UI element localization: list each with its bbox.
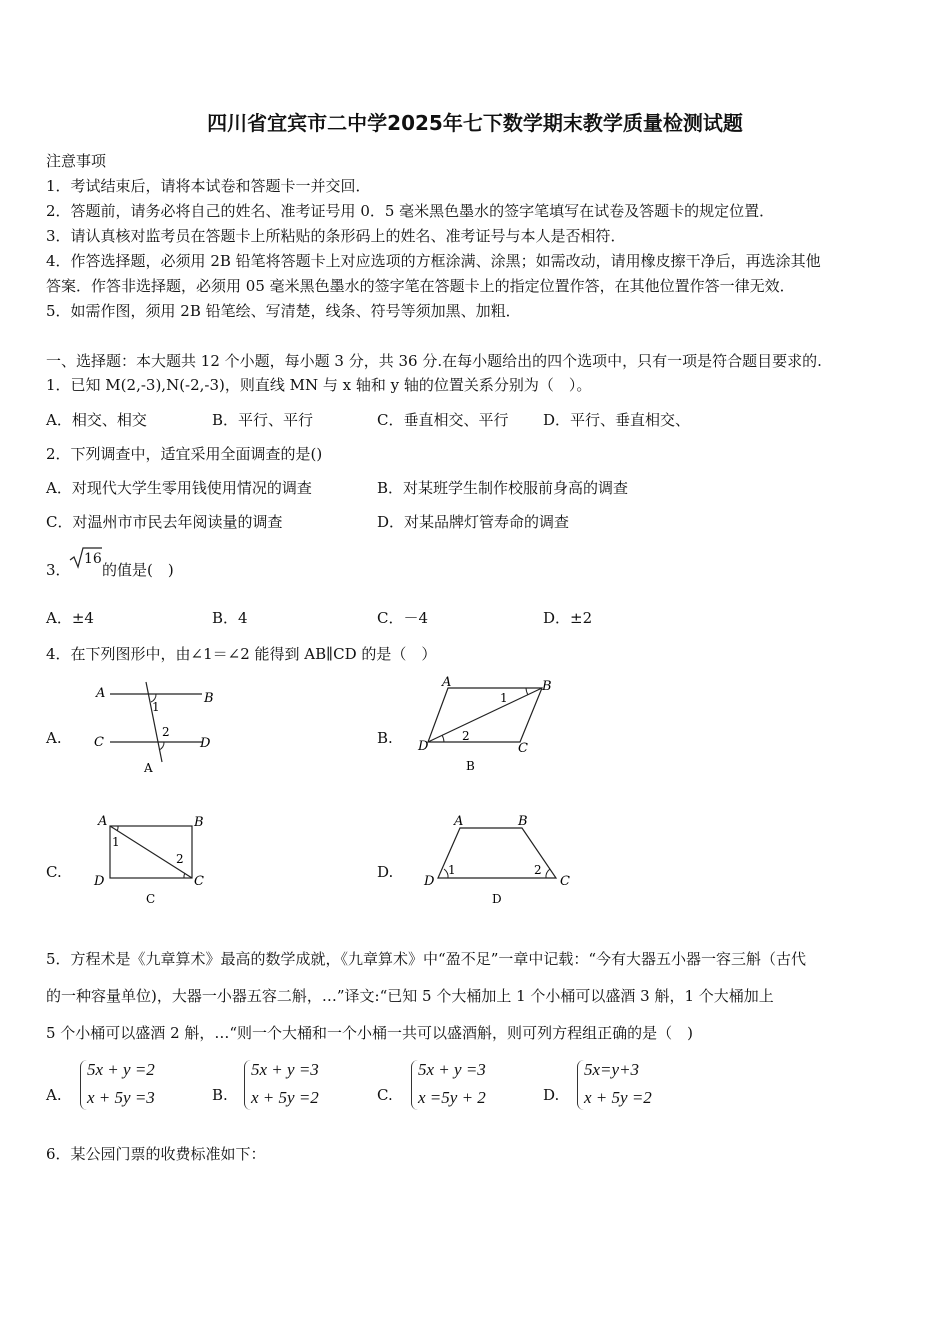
question-2-stem: 2．下列调查中，适宜采用全面调查的是()	[46, 445, 323, 463]
angle-label: 1	[152, 700, 160, 714]
q5-option-d-label: D.	[543, 1086, 560, 1104]
point-label: B	[542, 679, 552, 694]
q2-option-b: B．对某班学生制作校服前身高的调查	[377, 479, 629, 497]
point-label: D	[200, 736, 211, 751]
q2-option-a: A．对现代大学生零用钱使用情况的调查	[46, 479, 312, 497]
q1-option-d: D．平行、垂直相交、	[543, 411, 691, 429]
point-label: C	[560, 874, 570, 889]
notice-heading: 注意事项	[46, 152, 107, 170]
question-5-line: 的一种容量单位)，大器一小器五容二斛，…”译文:“已知 5 个大桶加上 1 个小桶可以盛酒 3 斛，1 个大桶加上	[46, 987, 774, 1005]
q4-figure-c	[90, 812, 220, 908]
equation: 5x + y =3	[251, 1060, 319, 1079]
equation: x + 5y =2	[584, 1088, 652, 1107]
point-label: A	[96, 686, 106, 701]
equation: x =5y + 2	[418, 1088, 486, 1107]
q3-option-c: C．－4	[377, 609, 429, 627]
q1-option-a: A．相交、相交	[46, 411, 147, 429]
q4-option-c-label: C.	[46, 863, 62, 881]
notice-item: 4．作答选择题，必须用 2B 铅笔将答题卡上对应选项的方框涂满、涂黑；如需改动，请用橡皮擦干净后，再选涂其他	[46, 252, 821, 270]
angle-label: 2	[162, 725, 170, 739]
question-6-stem: 6．某公园门票的收费标准如下：	[46, 1145, 266, 1163]
q4-figure-d	[420, 812, 576, 908]
question-5-line: 5 个小桶可以盛酒 2 斛，…“则一个大桶和一个小桶一共可以盛酒斛，则可列方程组正确的是（ )	[46, 1024, 693, 1042]
point-label: A	[442, 676, 452, 690]
sqrt-radicand: 16	[84, 551, 102, 567]
angle-label: 2	[176, 852, 184, 866]
q2-option-d: D．对某品牌灯管寿命的调查	[377, 513, 570, 531]
angle-label: 1	[448, 863, 456, 877]
point-label: B	[518, 814, 528, 829]
q1-option-b: B．平行、平行	[212, 411, 314, 429]
q5-option-c-label: C.	[377, 1086, 393, 1104]
angle-label: 2	[462, 729, 470, 743]
question-3-stem: 的值是( )	[102, 561, 174, 579]
q4-figure-a	[90, 680, 220, 776]
q4-option-d-label: D.	[377, 863, 394, 881]
point-label: A	[98, 814, 108, 829]
page-title: 四川省宜宾市二中学2025年七下数学期末教学质量检测试题	[207, 111, 743, 135]
point-label: A	[454, 814, 464, 829]
point-label: C	[94, 735, 104, 750]
point-label: D	[94, 874, 105, 889]
q3-option-b: B．4	[212, 609, 248, 627]
figure-caption: C	[146, 892, 156, 906]
system-brace	[80, 1060, 87, 1110]
figure-caption: D	[492, 892, 502, 906]
notice-item: 5．如需作图，须用 2B 铅笔绘、写清楚，线条、符号等须加黑、加粗．	[46, 302, 521, 320]
point-label: D	[418, 739, 429, 754]
q4-option-b-label: B.	[377, 729, 393, 747]
section-heading: 一、选择题：本大题共 12 个小题，每小题 3 分，共 36 分.在每小题给出的四个选项中，只有一项是符合题目要求的.	[46, 352, 822, 370]
question-3-number: 3．	[46, 561, 71, 579]
point-label: C	[194, 874, 204, 889]
question-4-stem: 4．在下列图形中，由∠1＝∠2 能得到 AB∥CD 的是（ ）	[46, 645, 437, 663]
point-label: C	[518, 741, 528, 756]
notice-item: 1．考试结束后，请将本试卷和答题卡一并交回．	[46, 177, 371, 195]
system-brace	[577, 1060, 584, 1110]
angle-label: 1	[500, 691, 508, 705]
equation: 5x=y+3	[584, 1060, 640, 1079]
system-brace	[411, 1060, 418, 1110]
q4-option-a-label: A.	[46, 729, 62, 747]
point-label: D	[424, 874, 435, 889]
figure-caption: B	[466, 759, 475, 773]
angle-label: 1	[112, 835, 120, 849]
point-label: B	[194, 815, 204, 830]
question-5-line: 5．方程术是《九章算术》最高的数学成就，《九章算术》中“盈不足”一章中记载：“今有大器五小器一容三斛（古代	[46, 950, 807, 968]
angle-label: 2	[534, 863, 542, 877]
notice-item: 2．答题前，请务必将自己的姓名、准考证号用 0．5 毫米黑色墨水的签字笔填写在试卷及答题卡的规定位置．	[46, 202, 775, 220]
q3-option-d: D．±2	[543, 609, 593, 627]
notice-item: 答案．作答非选择题，必须用 05 毫米黑色墨水的签字笔在答题卡上的指定位置作答，在其他位置作答一律无效．	[46, 277, 795, 295]
q5-option-b-label: B.	[212, 1086, 228, 1104]
q4-figure-b	[416, 676, 562, 776]
equation: 5x + y =3	[418, 1060, 486, 1079]
q5-option-a-label: A.	[46, 1086, 62, 1104]
figure-caption: A	[144, 761, 153, 775]
q3-option-a: A．±4	[46, 609, 94, 627]
equation: 5x + y =2	[87, 1060, 155, 1079]
system-brace	[244, 1060, 251, 1110]
point-label: B	[204, 691, 214, 706]
q1-option-c: C．垂直相交、平行	[377, 411, 509, 429]
equation: x + 5y =3	[87, 1088, 155, 1107]
q2-option-c: C．对温州市市民去年阅读量的调查	[46, 513, 283, 531]
question-1-stem: 1．已知 M(2,-3),N(-2,-3)，则直线 MN 与 x 轴和 y 轴的位置关系分别为（ ）。	[46, 376, 592, 394]
equation: x + 5y =2	[251, 1088, 319, 1107]
notice-item: 3．请认真核对监考员在答题卡上所粘贴的条形码上的姓名、准考证号与本人是否相符．	[46, 227, 626, 245]
